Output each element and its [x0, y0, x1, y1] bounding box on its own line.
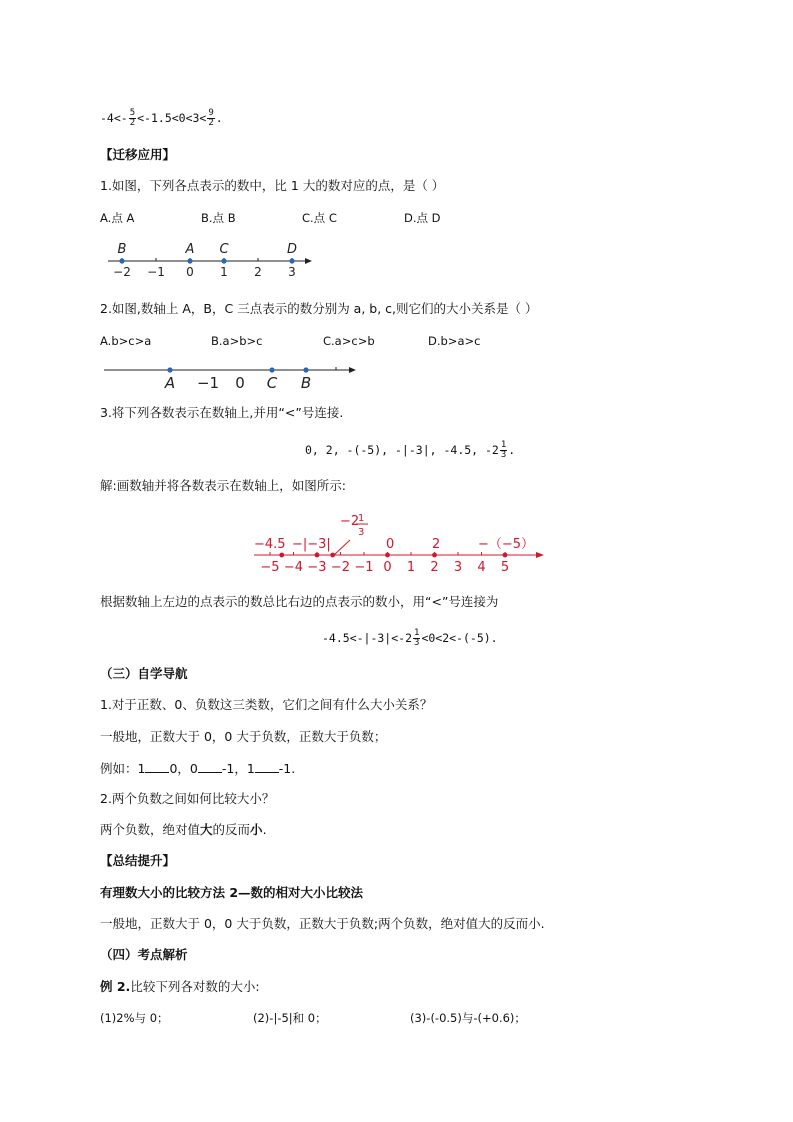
q1-point-A — [187, 258, 192, 263]
section-heading-self-study: （三）自学导航 — [100, 666, 188, 681]
q3-tick-label: 0 — [383, 560, 392, 575]
q3-tick-label: 2 — [430, 560, 439, 575]
q3-label-neg-4-5: −4.5 — [254, 537, 286, 552]
q3-tick-label: 4 — [477, 560, 486, 575]
example-item-2: (2)-|-5|和 0； — [253, 1011, 327, 1025]
q3-point — [432, 553, 437, 558]
q1-stem: 1.如图，下列各点表示的数中，比 1 大的数对应的点，是（ ） — [100, 178, 445, 193]
q3-label-frac-den: 3 — [358, 527, 365, 538]
q2-point-label: A — [164, 374, 176, 392]
sec3-question-1: 1.对于正数、0、负数这三类数，它们之间有什么大小关系？ — [100, 697, 433, 712]
q3-tick-label: 3 — [453, 560, 463, 575]
q2-tick-label: −1 — [196, 374, 220, 392]
q2-axis-arrow — [349, 367, 356, 373]
q1-point-label: D — [286, 242, 298, 257]
q3-axis-arrow — [536, 552, 544, 558]
q3-point — [385, 553, 390, 558]
q2-option-a: A.b>c>a — [100, 334, 152, 348]
q2-point-C — [269, 367, 274, 372]
q3-final-inequality: -4.5<-|-3|<-2 $\frac{1}{3}$ <0<2<-(-5). — [322, 628, 498, 648]
q1-number-line — [100, 236, 320, 284]
q1-point-label: B — [117, 242, 127, 257]
example-item-3: (3)-(-0.5)与-(+0.6)； — [410, 1011, 526, 1025]
q2-point-A — [167, 367, 172, 372]
q1-point-C — [221, 258, 226, 263]
q2-tick-label: 0 — [235, 374, 245, 392]
q3-number-line — [250, 508, 550, 580]
q3-point — [315, 553, 320, 558]
q2-point-B — [303, 367, 308, 372]
q2-number-line — [100, 356, 362, 392]
sec3-answer-1: 一般地，正数大于 0，0 大于负数，正数大于负数； — [100, 729, 387, 744]
q3-solution: 解:画数轴并将各数表示在数轴上，如图所示: — [100, 478, 346, 493]
q3-label-neg-2: −2 — [340, 514, 360, 529]
q2-point-label: B — [300, 374, 312, 392]
section-heading-transfer: 【迁移应用】 — [100, 147, 176, 162]
q3-label-neg-neg-5: −（−5） — [478, 537, 535, 552]
summary-text: 一般地，正数大于 0，0 大于负数，正数大于负数;两个负数，绝对值大的反而小. — [100, 916, 545, 931]
sec3-example: 例如：1 0，0 -1，1 -1. — [100, 761, 296, 776]
q1-tick-label: −2 — [113, 265, 131, 279]
q3-leader-line — [334, 540, 350, 555]
q3-point — [330, 553, 335, 558]
q3-tick-label: −1 — [354, 560, 374, 575]
q1-option-c: C.点 C — [302, 211, 337, 225]
q1-tick-label: 0 — [186, 265, 194, 279]
q3-label-two: 2 — [432, 537, 441, 552]
q3-number-list: 0, 2, -(-5), -|-3|, -4.5, -2 $\frac{1}{3}$ . — [305, 440, 516, 460]
q2-option-b: B.a>b>c — [211, 334, 263, 348]
q3-point — [503, 553, 508, 558]
q2-stem: 2.如图,数轴上 A，B，C 三点表示的数分别为 a, b, c,则它们的大小关系是（ ） — [100, 301, 538, 316]
section-heading-summary: 【总结提升】 — [100, 853, 176, 868]
q2-point-label: C — [266, 374, 278, 392]
q2-option-d: D.b>a>c — [428, 334, 481, 348]
q1-tick-label: 1 — [220, 265, 228, 279]
q3-conclusion: 根据数轴上左边的点表示的数总比右边的点表示的数小，用“<”号连接为 — [100, 594, 499, 609]
section-heading-analysis: （四）考点解析 — [100, 947, 188, 962]
q1-point-B — [119, 258, 124, 263]
q3-tick-label: −4 — [283, 560, 304, 575]
q3-tick-label: −2 — [330, 560, 351, 575]
q2-option-c: C.a>c>b — [323, 334, 375, 348]
intro-inequality: -4<- $\frac{5}{2}$ <-1.5<0<3< $\frac{9}{2}$ . — [100, 108, 223, 128]
q3-tick-label: −5 — [260, 560, 280, 575]
summary-subheading: 有理数大小的比较方法 2—数的相对大小比较法 — [100, 885, 364, 900]
blank-2[interactable] — [198, 760, 222, 773]
q1-tick-label: 2 — [254, 265, 262, 279]
blank-3[interactable] — [255, 760, 279, 773]
q1-tick-label: −1 — [147, 265, 165, 279]
q1-tick-label: 3 — [288, 265, 296, 279]
q3-label-neg-abs-3: −|−3| — [292, 537, 331, 552]
q3-stem: 3.将下列各数表示在数轴上,并用“<”号连接. — [100, 405, 344, 420]
q1-option-d: D.点 D — [404, 211, 441, 225]
q1-point-D — [289, 258, 294, 263]
example-2: 例 2.比较下列各对数的大小: — [100, 979, 260, 994]
q1-point-label: A — [185, 242, 195, 257]
sec3-answer-2: 两个负数，绝对值大的反而小. — [100, 822, 267, 837]
sec3-question-2: 2.两个负数之间如何比较大小？ — [100, 791, 275, 806]
q1-axis-arrow — [305, 258, 312, 264]
q3-tick-label: 1 — [406, 560, 416, 575]
q1-option-b: B.点 B — [201, 211, 236, 225]
example-item-1: (1)2%与 0； — [100, 1011, 169, 1025]
q3-tick-label: 5 — [500, 560, 510, 575]
blank-1[interactable] — [145, 760, 169, 773]
q3-tick-label: −3 — [307, 560, 327, 575]
q3-point — [279, 553, 284, 558]
q1-option-a: A.点 A — [100, 211, 135, 225]
q1-point-label: C — [219, 242, 229, 257]
q3-label-zero: 0 — [386, 537, 395, 552]
q3-label-frac-num: 1 — [358, 513, 365, 524]
